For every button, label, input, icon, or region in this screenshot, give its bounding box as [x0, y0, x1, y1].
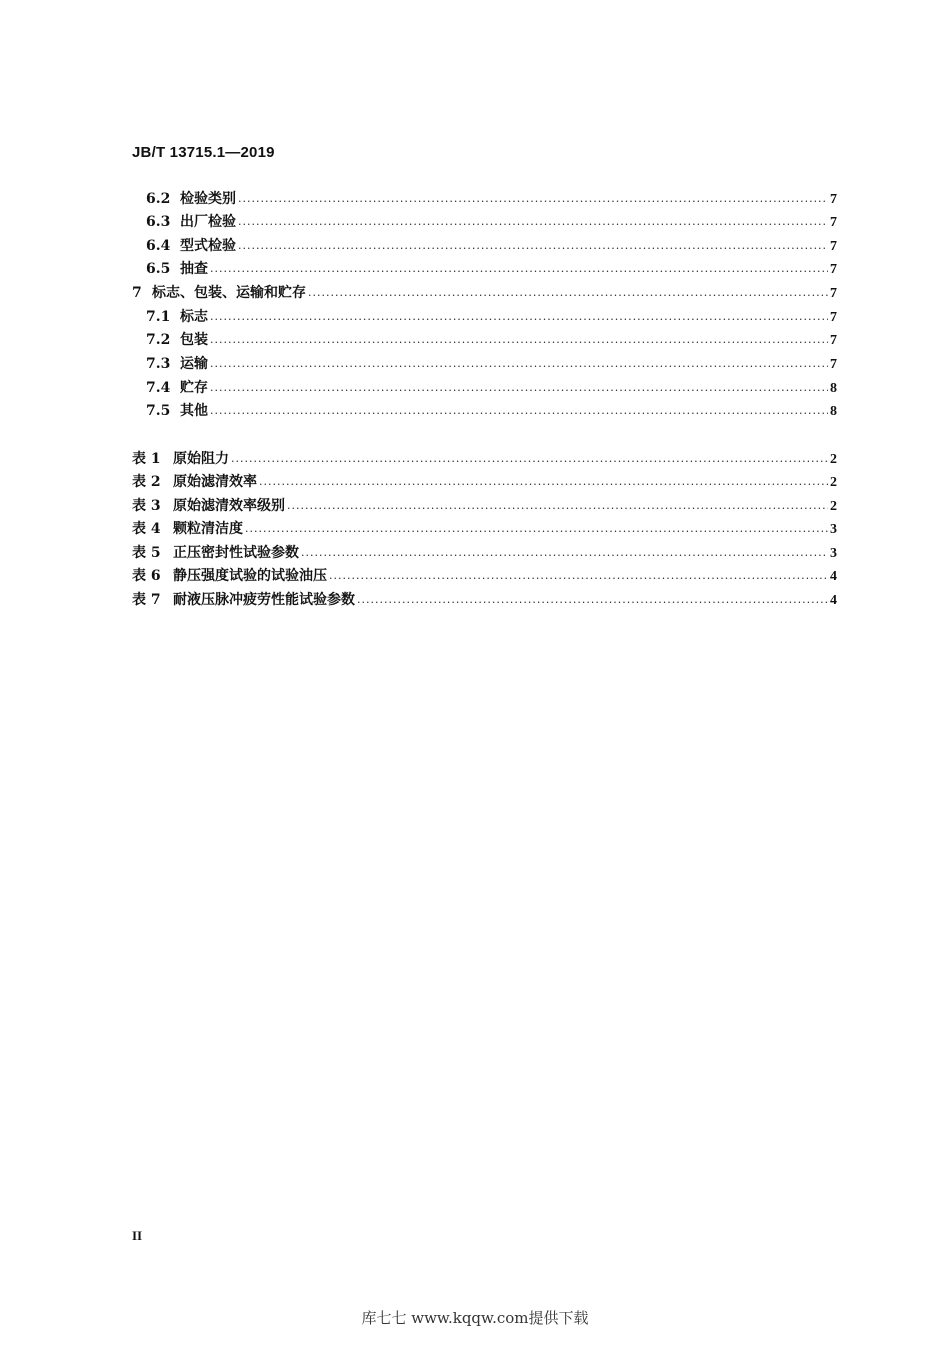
dot-leader [231, 449, 828, 469]
toc-table-entry-3[interactable] [132, 496, 837, 516]
toc-table-title: 原始阻力 [173, 451, 229, 467]
toc-entry-title: 贮存 [180, 380, 208, 396]
toc-entry-number: 7.5 [146, 403, 171, 419]
dot-leader [308, 283, 828, 303]
toc-table-page: 2 [830, 499, 837, 514]
dot-leader [210, 330, 828, 350]
toc-table-title: 原始滤清效率级别 [173, 498, 285, 514]
dot-leader [329, 566, 828, 586]
toc-table-number: 表 6 [132, 568, 161, 584]
standard-number: JB/T 13715.1—2019 [132, 144, 275, 161]
toc-entry-page: 8 [830, 404, 837, 419]
toc-entry-number: 6.4 [146, 238, 171, 254]
toc-entry-title: 出厂检验 [180, 214, 236, 230]
dot-leader [210, 259, 828, 279]
toc-entry-title: 其他 [180, 403, 208, 419]
toc-entry-title: 型式检验 [180, 238, 236, 254]
dot-leader [210, 307, 828, 327]
toc-table-page: 2 [830, 475, 837, 490]
toc-entry-title: 检验类别 [180, 191, 236, 207]
toc-entry-number: 6.2 [146, 191, 171, 207]
toc-table-title: 耐液压脉冲疲劳性能试验参数 [173, 592, 355, 608]
toc-table-entry-5[interactable] [132, 543, 837, 563]
toc-table-page: 3 [830, 522, 837, 537]
toc-table-title: 静压强度试验的试验油压 [173, 568, 327, 584]
dot-leader [287, 496, 828, 516]
toc-table-number: 表 1 [132, 451, 161, 467]
dot-leader [210, 354, 828, 374]
toc-table-title: 颗粒清洁度 [173, 521, 243, 537]
toc-entry-7-1[interactable] [132, 307, 837, 327]
toc-entry-number: 7.4 [146, 380, 171, 396]
toc-table-number: 表 2 [132, 474, 161, 490]
toc-table-entry-7[interactable] [132, 590, 837, 610]
toc-entry-6-5[interactable] [132, 259, 837, 279]
dot-leader [238, 212, 828, 232]
toc-entry-number: 7.2 [146, 332, 171, 348]
toc-entry-page: 7 [830, 357, 837, 372]
toc-table-entry-6[interactable] [132, 566, 837, 586]
toc-table-number: 表 7 [132, 592, 161, 608]
toc-table-title: 原始滤清效率 [173, 474, 257, 490]
toc-table-entry-2[interactable] [132, 472, 837, 492]
page-number: II [132, 1228, 143, 1243]
dot-leader [245, 519, 828, 539]
toc-entry-page: 7 [830, 215, 837, 230]
toc-entry-number: 7.3 [146, 356, 171, 372]
toc-entry-number: 7 [132, 285, 142, 301]
toc-entry-7[interactable] [132, 283, 837, 303]
toc-entry-page: 7 [830, 262, 837, 277]
dot-leader [238, 189, 828, 209]
toc-entry-6-4[interactable] [132, 236, 837, 256]
toc-entry-title: 包装 [180, 332, 208, 348]
dot-leader [357, 590, 828, 610]
toc-entry-page: 8 [830, 381, 837, 396]
toc-entry-7-4[interactable] [132, 378, 837, 398]
toc-entry-page: 7 [830, 333, 837, 348]
toc-entry-7-2[interactable] [132, 330, 837, 350]
toc-entry-6-3[interactable] [132, 212, 837, 232]
toc-entry-page: 7 [830, 286, 837, 301]
toc-entry-page: 7 [830, 239, 837, 254]
toc-entry-7-3[interactable] [132, 354, 837, 374]
toc-entry-page: 7 [830, 192, 837, 207]
toc-entry-number: 6.5 [146, 261, 171, 277]
toc-entry-title: 抽查 [180, 261, 208, 277]
toc-table-title: 正压密封性试验参数 [173, 545, 299, 561]
toc-table-entry-1[interactable] [132, 449, 837, 469]
toc-table-page: 2 [830, 452, 837, 467]
toc-table-page: 3 [830, 546, 837, 561]
toc-table-number: 表 4 [132, 521, 161, 537]
toc-table-page: 4 [830, 593, 837, 608]
toc-entry-number: 6.3 [146, 214, 171, 230]
dot-leader [301, 543, 828, 563]
dot-leader [259, 472, 828, 492]
toc-entry-7-5[interactable] [132, 401, 837, 421]
toc-entry-title: 运输 [180, 356, 208, 372]
download-watermark: 库七七 www.kqqw.com提供下载 [361, 1309, 589, 1327]
toc-entry-title: 标志、包装、运输和贮存 [152, 285, 306, 301]
toc-table-number: 表 5 [132, 545, 161, 561]
toc-entry-title: 标志 [180, 309, 208, 325]
dot-leader [238, 236, 828, 256]
toc-table-entry-4[interactable] [132, 519, 837, 539]
dot-leader [210, 378, 828, 398]
toc-table-page: 4 [830, 569, 837, 584]
toc-entry-page: 7 [830, 310, 837, 325]
toc-table-number: 表 3 [132, 498, 161, 514]
toc-entry-number: 7.1 [146, 309, 171, 325]
toc-entry-6-2[interactable] [132, 189, 837, 209]
dot-leader [210, 401, 828, 421]
